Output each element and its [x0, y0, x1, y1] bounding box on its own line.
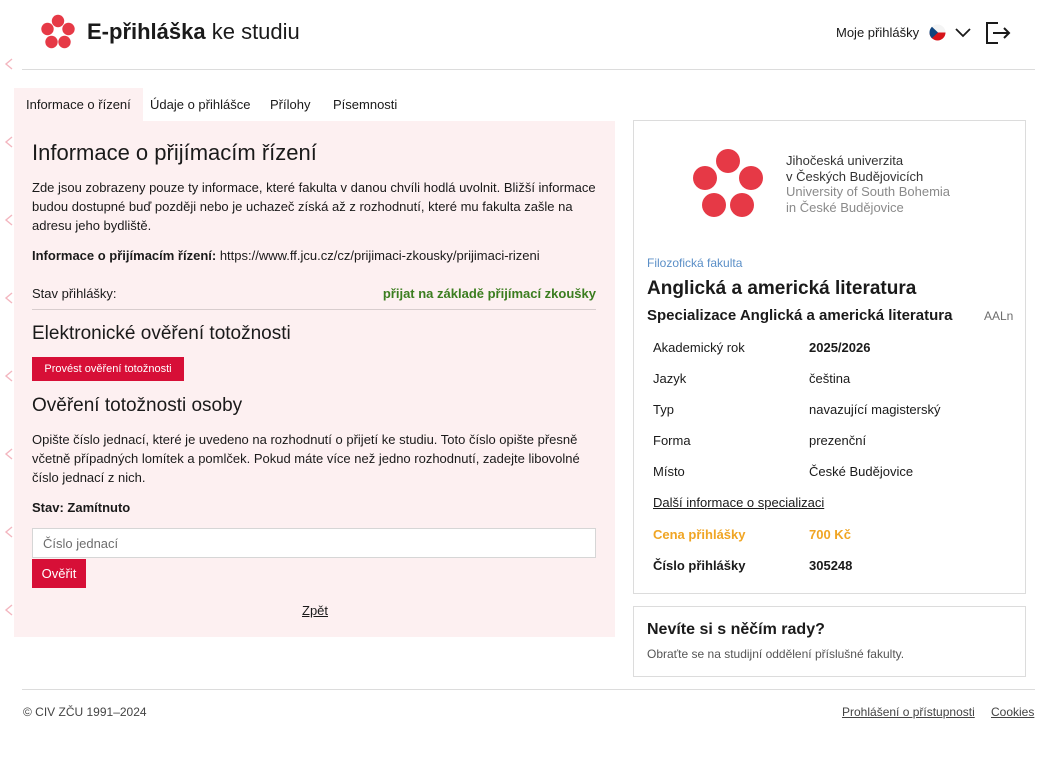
chevron-left-icon: [4, 604, 14, 616]
reference-number-input[interactable]: [32, 528, 596, 558]
faculty-name: Filozofická fakulta: [647, 256, 743, 270]
status-badge: přijat na základě přijímací zkoušky: [382, 286, 596, 301]
tab-application-details[interactable]: Údaje o přihlášce: [150, 97, 251, 112]
header-divider: [22, 69, 1035, 70]
help-card: [633, 606, 1026, 677]
help-title: Nevíte si s něčím rady?: [647, 621, 825, 638]
eid-verify-button[interactable]: Provést ověření totožnosti: [32, 357, 184, 381]
chevron-down-icon[interactable]: [954, 25, 972, 41]
status-divider: [32, 309, 596, 310]
header: [0, 0, 1038, 70]
form-label: Forma: [653, 433, 691, 448]
form-value: prezenční: [809, 433, 867, 448]
language-label: Jazyk: [653, 371, 687, 386]
admission-info-label: Informace o přijímacím řízení:: [32, 248, 217, 263]
programme-title: Anglická a americká literatura: [647, 278, 917, 299]
application-number-label: Číslo přihlášky: [653, 558, 746, 573]
chevron-left-icon: [4, 136, 14, 148]
specialization-title: Specializace Anglická a americká literatura: [647, 307, 953, 324]
type-label: Typ: [653, 402, 674, 417]
specialization-code: AALn: [984, 309, 1014, 323]
identity-heading: Ověření totožnosti osoby: [32, 395, 243, 416]
place-label: Místo: [653, 464, 685, 479]
page-title: Informace o přijímacím řízení: [32, 140, 317, 165]
university-name-en-1: University of South Bohemia: [786, 184, 951, 199]
chevron-left-icon: [4, 214, 14, 226]
type-value: navazující magisterský: [809, 402, 941, 417]
tab-attachments[interactable]: Přílohy: [270, 97, 311, 112]
my-applications-link[interactable]: Moje přihlášky: [836, 25, 920, 40]
identity-instructions: Opište číslo jednací, které je uvedeno na rozhodnutí o přijetí ke studiu. Toto číslo opište přesně včetně případných lomítek a pomlček. Pokud máte více než jedno rozhodnutí, zadejte libovolné číslo jednací z nich.: [32, 432, 580, 485]
price-label: Cena přihlášky: [653, 527, 746, 542]
app-title-bold: E-přihláška: [87, 19, 206, 44]
footer-divider: [22, 689, 1035, 690]
flower-logo-icon[interactable]: [40, 14, 76, 50]
application-number-value: 305248: [809, 558, 853, 573]
back-link[interactable]: Zpět: [302, 603, 329, 618]
accessibility-link[interactable]: Prohlášení o přístupnosti: [842, 705, 975, 719]
specialization-info-link[interactable]: Další informace o specializaci: [653, 495, 825, 510]
place-value: České Budějovice: [809, 464, 914, 479]
app-title[interactable]: [87, 19, 300, 45]
help-text: Obraťte se na studijní oddělení příslušné fakulty.: [647, 647, 905, 661]
czech-flag-icon[interactable]: [929, 24, 946, 41]
chevron-left-icon: [4, 292, 14, 304]
tab-documents[interactable]: Písemnosti: [333, 97, 398, 112]
chevron-left-icon: [4, 526, 14, 538]
university-logo-icon: [692, 148, 764, 218]
tab-information[interactable]: Informace o řízení: [14, 88, 143, 122]
academic-year-value: 2025/2026: [809, 340, 871, 355]
copyright: © CIV ZČU 1991–2024: [23, 705, 147, 719]
university-name: [786, 153, 950, 215]
eid-heading: Elektronické ověření totožnosti: [32, 323, 291, 344]
chevron-left-icon: [4, 448, 14, 460]
chevron-left-icon: [4, 370, 14, 382]
language-value: čeština: [809, 371, 851, 386]
logout-icon[interactable]: [984, 20, 1012, 46]
admission-info-line: [32, 248, 540, 263]
app-title-rest: ke studiu: [205, 19, 300, 44]
price-value: 700 Kč: [809, 527, 851, 542]
cookies-link[interactable]: Cookies: [991, 705, 1035, 719]
university-name-en-2: in České Budějovice: [786, 199, 904, 215]
admission-info-url[interactable]: https://www.ff.jcu.cz/cz/prijimaci-zkousky/prijimaci-rizeni: [216, 248, 540, 263]
intro-text: Zde jsou zobrazeny pouze ty informace, které fakulta v danou chvíli hodlá uvolnit. Bližší informace budou dostupné buď později nebo je uchazeč získá až z rozhodnutí, které mu fakulta zašle na adresu jeho bydliště.: [32, 180, 596, 233]
university-name-cz-1: Jihočeská univerzita: [786, 153, 904, 168]
verify-button[interactable]: Ověřit: [32, 559, 86, 588]
identity-status: Stav: Zamítnuto: [32, 500, 131, 515]
academic-year-label: Akademický rok: [653, 340, 745, 355]
status-label: Stav přihlášky:: [32, 286, 117, 301]
chevron-left-icon: [4, 58, 14, 70]
university-name-cz-2: v Českých Budějovicích: [786, 168, 924, 184]
